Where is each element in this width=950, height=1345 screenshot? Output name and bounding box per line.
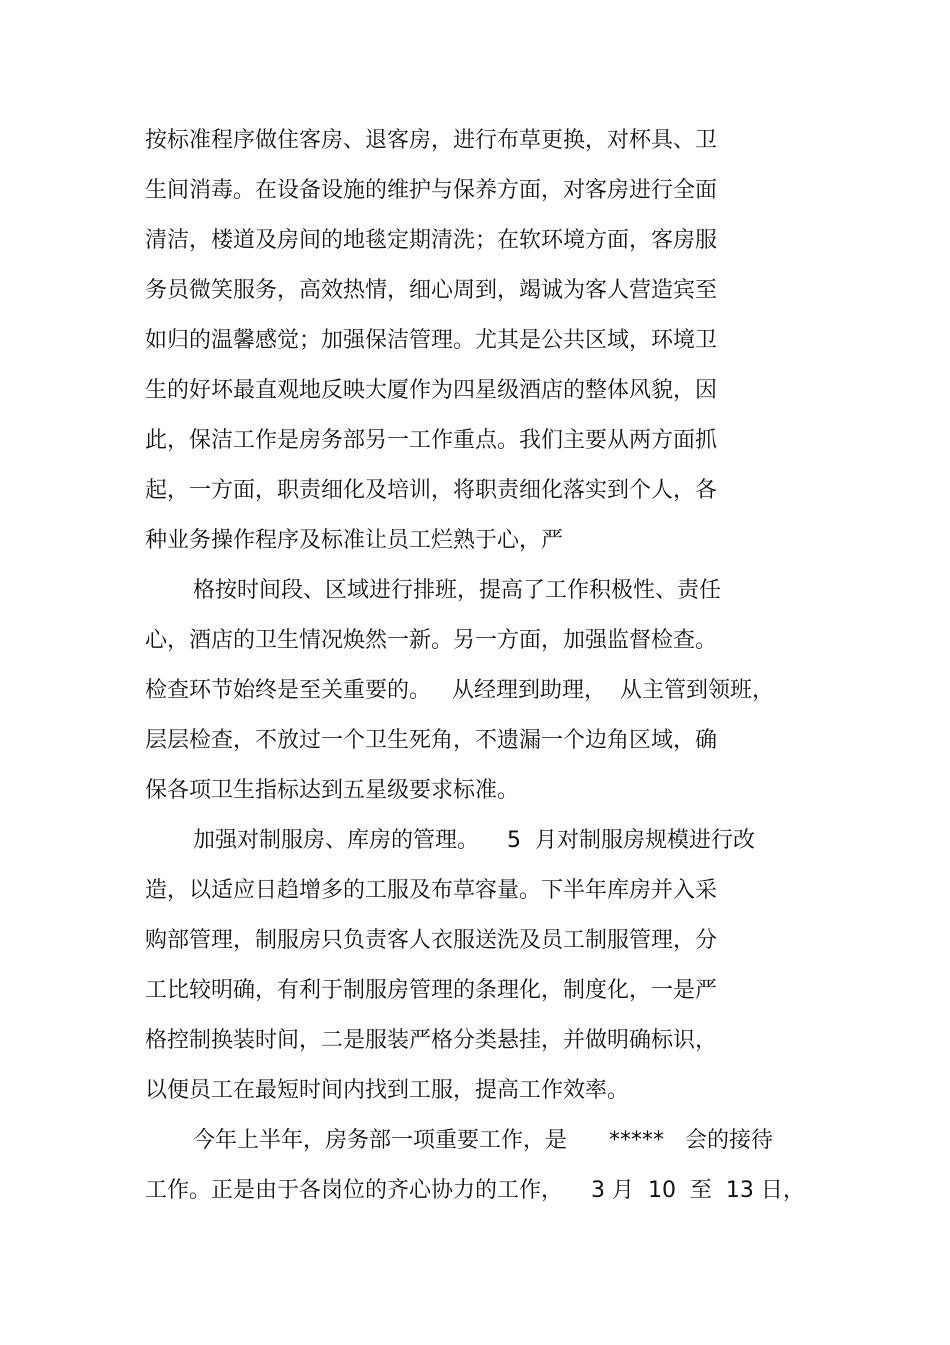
paragraph-line: 格控制换装时间，二是服装严格分类悬挂，并做明确标识， xyxy=(145,1028,718,1053)
paragraph-line: 生的好坏最直观地反映大厦作为四星级酒店的整体风貌，因 xyxy=(145,378,718,403)
paragraph-line: 此，保洁工作是房务部另一工作重点。我们主要从两方面抓 xyxy=(145,428,718,453)
paragraph-line: 工作。正是由于各岗位的齐心协力的工作， 3 月 10 至 13 日， xyxy=(145,1178,805,1203)
paragraph-line: 造，以适应日趋增多的工服及布草容量。下半年库房并入采 xyxy=(145,878,718,903)
paragraph-line: 加强对制服房、库房的管理。 5 月对制服房规模进行改 xyxy=(193,828,755,853)
paragraph-line: 按标准程序做住客房、退客房，进行布草更换，对杯具、卫 xyxy=(145,128,718,153)
paragraph-line: 检查环节始终是至关重要的。 从经理到助理， 从主管到领班， xyxy=(145,678,774,703)
paragraph-line: 生间消毒。在设备设施的维护与保养方面，对客房进行全面 xyxy=(145,178,718,203)
paragraph-line: 以便员工在最短时间内找到工服，提高工作效率。 xyxy=(145,1078,630,1103)
paragraph-line: 如归的温馨感觉；加强保洁管理。尤其是公共区域，环境卫 xyxy=(145,328,718,353)
paragraph-line: 务员微笑服务，高效热情，细心周到，竭诚为客人营造宾至 xyxy=(145,278,718,303)
paragraph-line: 今年上半年，房务部一项重要工作，是 ***** 会的接待 xyxy=(193,1128,773,1153)
paragraph-line: 保各项卫生指标达到五星级要求标准。 xyxy=(145,778,520,803)
paragraph-line: 心，酒店的卫生情况焕然一新。另一方面，加强监督检查。 xyxy=(145,628,718,653)
paragraph-line: 起，一方面，职责细化及培训，将职责细化落实到个人，各 xyxy=(145,478,718,503)
paragraph-line: 工比较明确，有利于制服房管理的条理化，制度化，一是严 xyxy=(145,978,718,1003)
paragraph-line: 种业务操作程序及标准让员工烂熟于心，严 xyxy=(145,528,564,553)
paragraph-line: 清洁，楼道及房间的地毯定期清洗；在软环境方面，客房服 xyxy=(145,228,718,253)
paragraph-line: 格按时间段、区域进行排班，提高了工作积极性、责任 xyxy=(193,578,722,603)
paragraph-line: 购部管理，制服房只负责客人衣服送洗及员工制服管理，分 xyxy=(145,928,718,953)
paragraph-line: 层层检查，不放过一个卫生死角，不遗漏一个边角区域，确 xyxy=(145,728,718,753)
